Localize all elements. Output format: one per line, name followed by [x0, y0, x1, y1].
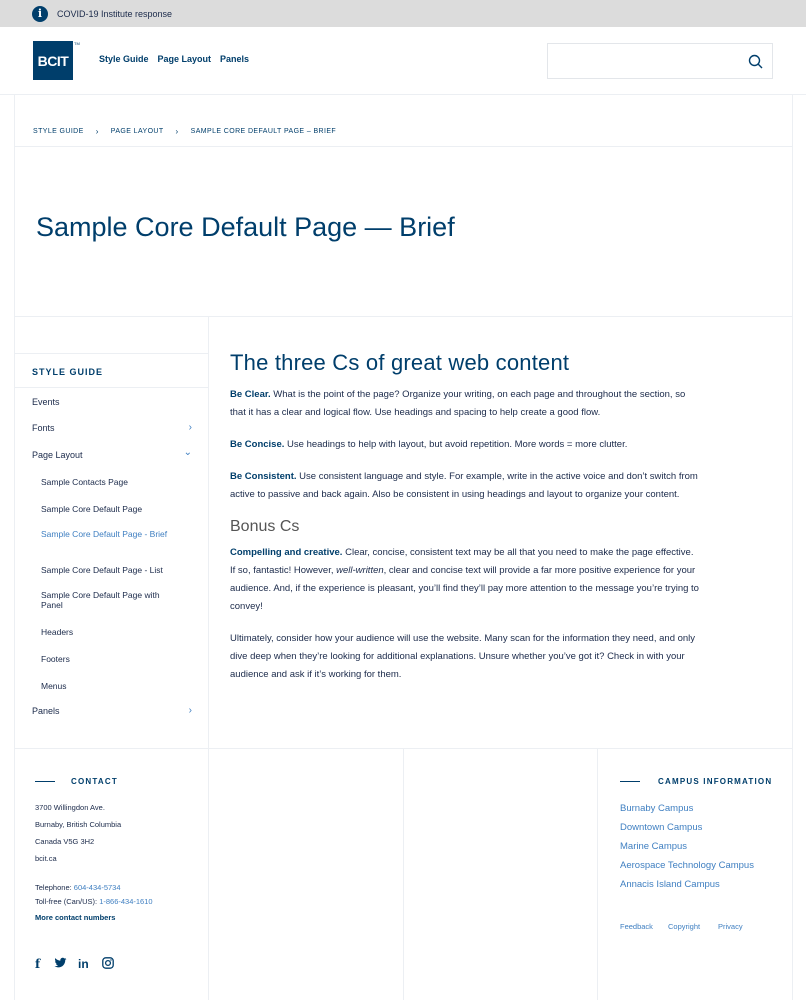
- paragraph-lead: Be Consistent.: [230, 471, 297, 482]
- tollfree-link[interactable]: 1-866-434-1610: [99, 897, 153, 906]
- footer-dash: [35, 781, 55, 782]
- sidebar-subitem-menus[interactable]: Menus: [41, 681, 67, 691]
- telephone-label: Telephone:: [35, 883, 74, 892]
- info-icon: i: [32, 6, 48, 22]
- chevron-right-icon[interactable]: ›: [188, 705, 192, 716]
- breadcrumb-separator-icon: ›: [175, 127, 179, 136]
- footer-dash: [620, 781, 640, 782]
- sidebar-item-label: Panels: [32, 706, 60, 716]
- divider: [14, 146, 792, 147]
- campus-link-aerospace[interactable]: Aerospace Technology Campus: [620, 860, 754, 871]
- paragraph-emphasis: well-written: [336, 565, 384, 576]
- sidebar-item-label: Events: [32, 397, 60, 407]
- campus-link-annacis[interactable]: Annacis Island Campus: [620, 879, 720, 890]
- sidebar-subitem-footers[interactable]: Footers: [41, 654, 70, 664]
- content-subheading: Bonus Cs: [230, 518, 300, 535]
- more-contact-numbers-link[interactable]: More contact numbers: [35, 913, 116, 922]
- nav-page-layout[interactable]: Page Layout: [157, 54, 212, 64]
- linkedin-icon[interactable]: in: [78, 957, 89, 971]
- telephone: [35, 883, 121, 892]
- sidebar-item-label: Page Layout: [32, 450, 83, 460]
- search-box: [547, 43, 773, 79]
- divider: [14, 316, 792, 317]
- tollfree: [35, 897, 153, 906]
- alert-bar[interactable]: [0, 0, 806, 27]
- paragraph-lead: Be Concise.: [230, 439, 285, 450]
- search-icon[interactable]: [746, 52, 766, 72]
- breadcrumb-separator-icon: ›: [95, 127, 99, 136]
- paragraph-ultimately: Ultimately, consider how your audience will use the website. Many scan for the information they need, and only dive deep when they’re looking for additional explanations. Unsure whether you’ve got it? Check in with your audience and ask if it’s working for them.: [230, 633, 696, 680]
- website-link[interactable]: bcit.ca: [35, 854, 57, 863]
- main-nav: [99, 54, 249, 64]
- sidebar-subitem-headers[interactable]: Headers: [41, 627, 74, 637]
- sidebar-item-events[interactable]: [32, 397, 202, 407]
- paragraph-lead: Be Clear.: [230, 389, 271, 400]
- paragraph-text: , clear and concise text will provide a far more positive experience for your audience. And, if the experience is pleasant, you’ll find they’ll pay more attention to the message you’re trying to convey!: [230, 565, 699, 612]
- sidebar-item-fonts[interactable]: [32, 423, 202, 433]
- logo-trademark: TM: [74, 41, 80, 46]
- chevron-down-icon[interactable]: ⌄: [183, 447, 192, 458]
- copyright-link[interactable]: Copyright: [668, 922, 701, 931]
- divider: [208, 316, 209, 748]
- campus-link-downtown[interactable]: Downtown Campus: [620, 822, 703, 833]
- divider: [14, 387, 208, 388]
- paragraph-consistent: [230, 468, 700, 504]
- breadcrumb: [33, 127, 336, 136]
- sidebar-subitem-contacts[interactable]: Sample Contacts Page: [41, 477, 128, 487]
- site-header: [0, 27, 806, 95]
- divider: [14, 353, 208, 354]
- breadcrumb-page-layout[interactable]: PAGE LAYOUT: [110, 128, 164, 135]
- nav-style-guide[interactable]: Style Guide: [99, 54, 149, 64]
- search-input[interactable]: [548, 44, 738, 78]
- page-title: Sample Core Default Page — Brief: [36, 212, 455, 242]
- chevron-right-icon[interactable]: ›: [188, 422, 192, 433]
- sidebar-subitem-core-default-brief[interactable]: Sample Core Default Page - Brief: [41, 529, 168, 539]
- paragraph-concise: [230, 436, 700, 454]
- paragraph-text: Use consistent language and style. For example, write in the active voice and don’t switch from active to passive and back again. Also be consistent in using headings and layout to organize your content.: [230, 471, 698, 500]
- campus-link-burnaby[interactable]: Burnaby Campus: [620, 803, 694, 814]
- nav-panels[interactable]: Panels: [220, 54, 250, 64]
- main-content: [230, 350, 700, 698]
- paragraph-clear: [230, 386, 700, 422]
- sidebar-heading: STYLE GUIDE: [32, 367, 104, 377]
- paragraph-lead: Compelling and creative.: [230, 547, 343, 558]
- twitter-icon[interactable]: [54, 957, 67, 972]
- paragraph-text: Use headings to help with layout, but avoid repetition. More words = more clutter.: [284, 439, 628, 450]
- content-heading: The three Cs of great web content: [230, 350, 570, 375]
- feedback-link[interactable]: Feedback: [620, 922, 653, 931]
- instagram-icon[interactable]: [102, 957, 114, 972]
- sidebar-subitem-core-default[interactable]: Sample Core Default Page: [41, 504, 143, 514]
- sidebar-item-label: Fonts: [32, 423, 55, 433]
- divider: [792, 95, 793, 1000]
- site-footer: [14, 748, 792, 1000]
- campus-link-marine[interactable]: Marine Campus: [620, 841, 688, 852]
- paragraph-text: What is the point of the page? Organize your writing, on each page and throughout the section, so that it has a clear and logical flow. Use headings and spacing to help create a good flow.: [230, 389, 686, 418]
- footer-campus-heading: CAMPUS INFORMATION: [658, 777, 773, 786]
- facebook-icon[interactable]: f: [35, 957, 41, 971]
- address-line: 3700 Willingdon Ave.: [35, 803, 105, 812]
- paragraph-compelling: [230, 544, 700, 616]
- bcit-logo[interactable]: BCIT: [33, 41, 73, 80]
- address-line: Canada V5G 3H2: [35, 837, 95, 846]
- breadcrumb-current: SAMPLE CORE DEFAULT PAGE – BRIEF: [190, 128, 337, 135]
- sidebar-subitem-core-default-panel[interactable]: Sample Core Default Page with Panel: [41, 590, 160, 610]
- privacy-link[interactable]: Privacy: [718, 922, 743, 931]
- telephone-link[interactable]: 604-434-5734: [73, 883, 121, 892]
- footer-contact-heading: CONTACT: [71, 777, 118, 786]
- alert-text[interactable]: COVID-19 Institute response: [57, 8, 173, 19]
- breadcrumb-style-guide[interactable]: STYLE GUIDE: [33, 128, 84, 135]
- sidebar-item-page-layout[interactable]: [32, 447, 202, 460]
- paragraph-text: Clear, concise, consistent text may be all that you need to make the page effective. If so, fantastic! However,: [230, 547, 694, 576]
- address-line: Burnaby, British Columbia: [35, 820, 122, 829]
- sidebar-subitem-core-default-list[interactable]: Sample Core Default Page - List: [41, 565, 163, 575]
- tollfree-label: Toll-free (Can/US):: [35, 897, 100, 906]
- sidebar-item-panels[interactable]: [32, 706, 202, 716]
